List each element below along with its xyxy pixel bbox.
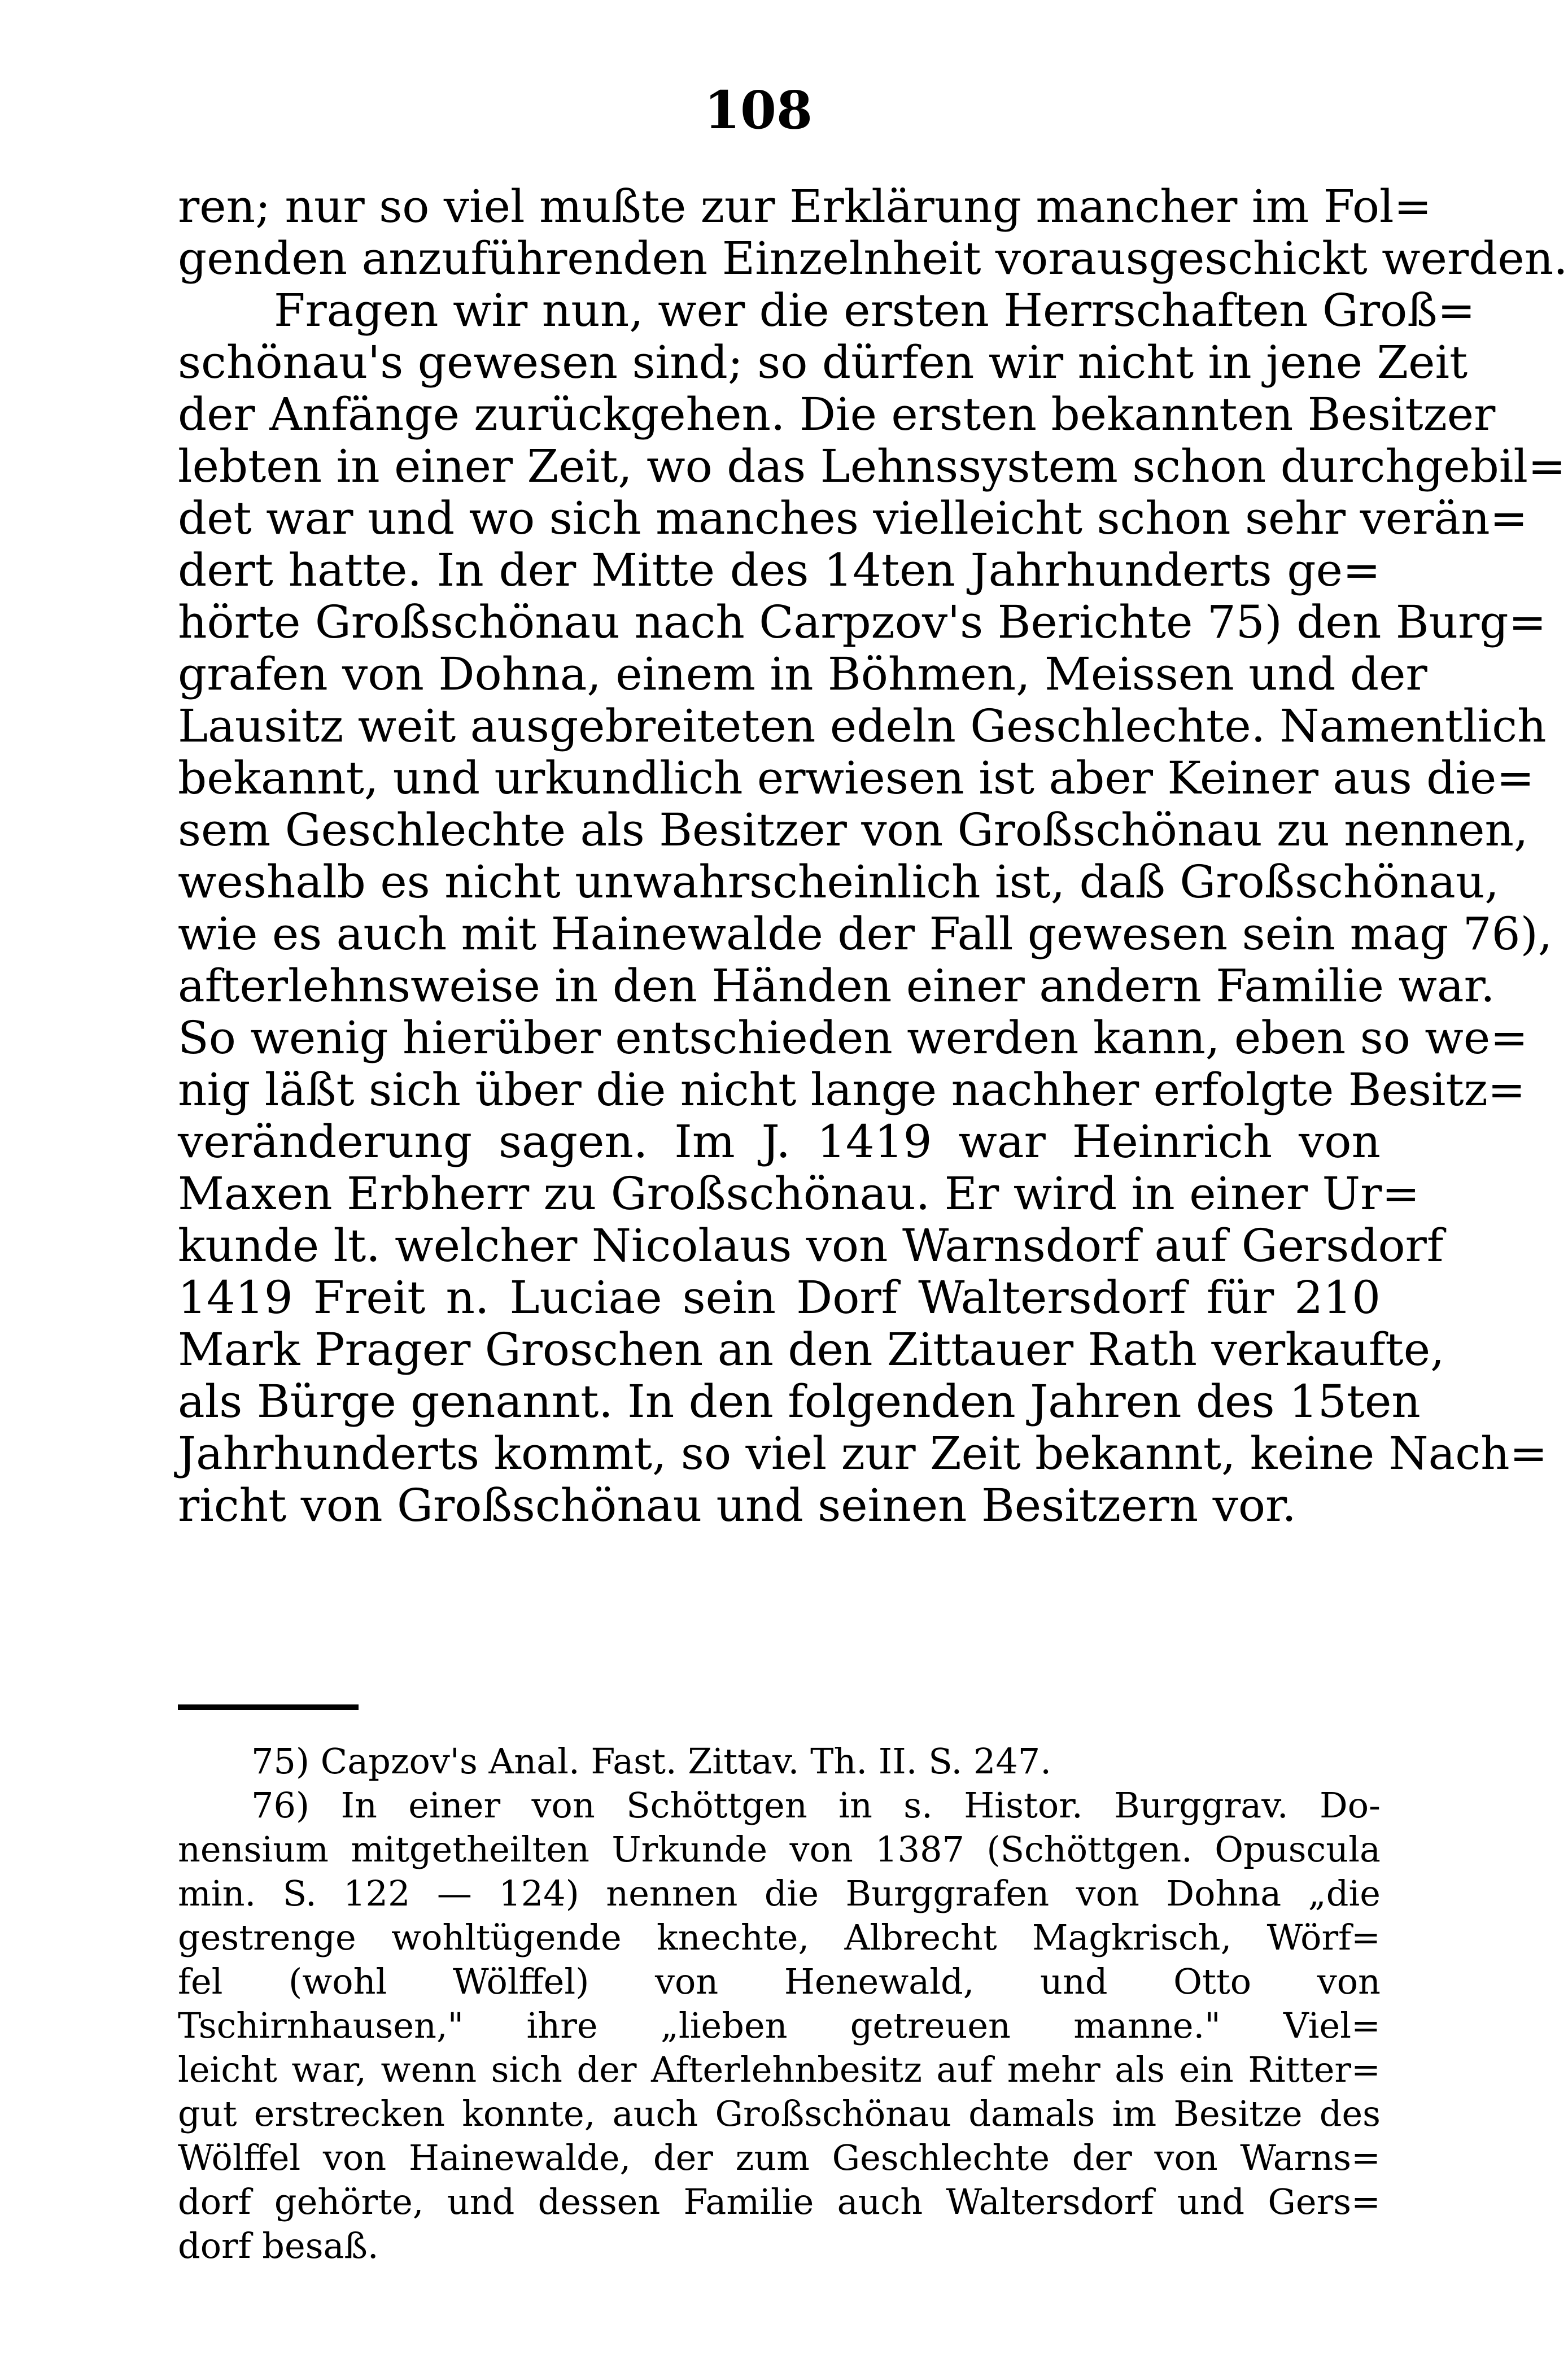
text-line: als Bürge genannt. In den folgenden Jahren des 15ten (178, 1375, 1421, 1428)
text-line: Jahrhunderts kommt, so viel zur Zeit bekannt, keine Nach= (178, 1427, 1548, 1480)
text-line: hörte Großschönau nach Carpzov's Berichte 75) den Burg= (178, 596, 1547, 648)
text-line: So wenig hierüber entschieden werden kann, eben so we= (178, 1011, 1528, 1064)
text-line: sem Geschlechte als Besitzer von Großschönau zu nennen, (178, 804, 1528, 856)
text-line: genden anzuführenden Einzelnheit vorausgeschickt werden. (178, 232, 1568, 285)
footnotes (178, 1739, 1381, 2268)
text-line: wie es auch mit Hainewalde der Fall gewesen sein mag 76), (178, 908, 1553, 960)
body-text (178, 180, 1568, 1532)
footnote-line: dorf besaß. (178, 2225, 379, 2266)
footnote-line: gestrenge wohltügende knechte, Albrecht Magkrisch, Wörf= (178, 1917, 1381, 1958)
footnote-line: 76) In einer von Schöttgen in s. Histor. Burggrav. Do- (251, 1785, 1381, 1826)
text-line: grafen von Dohna, einem in Böhmen, Meissen und der (178, 648, 1427, 700)
footnote-line: Wölffel von Hainewalde, der zum Geschlechte der von Warns= (178, 2137, 1381, 2178)
text-line: Lausitz weit ausgebreiteten edeln Geschlechte. Namentlich (178, 700, 1547, 752)
footnote-line: nensium mitgetheilten Urkunde von 1387 (Schöttgen. Opuscula (178, 1829, 1381, 1870)
footnote-line: Tschirnhausen," ihre „lieben getreuen manne." Viel= (178, 2005, 1381, 2046)
text-line: schönau's gewesen sind; so dürfen wir nicht in jene Zeit (178, 336, 1468, 389)
text-line: der Anfänge zurückgehen. Die ersten bekannten Besitzer (178, 388, 1496, 441)
text-line: nig läßt sich über die nicht lange nachher erfolgte Besitz= (178, 1063, 1526, 1116)
text-line: Maxen Erbherr zu Großschönau. Er wird in einer Ur= (178, 1167, 1420, 1220)
footnote-line: gut erstrecken konnte, auch Großschönau damals im Besitze des (178, 2093, 1381, 2134)
text-line: det war und wo sich manches vielleicht schon sehr verän= (178, 492, 1528, 544)
footnote-divider (178, 1704, 359, 1710)
text-line: dert hatte. In der Mitte des 14ten Jahrhunderts ge= (178, 544, 1381, 596)
footnote-line: leicht war, wenn sich der Afterlehnbesitz auf mehr als ein Ritter= (178, 2049, 1381, 2090)
page-number: 108 (704, 80, 813, 141)
footnote-line: fel (wohl Wölffel) von Henewald, und Otto von (178, 1961, 1381, 2002)
text-line: bekannt, und urkundlich erwiesen ist aber Keiner aus die= (178, 752, 1535, 804)
text-line: veränderung sagen. Im J. 1419 war Heinrich von (178, 1115, 1381, 1168)
footnote-line: 75) Capzov's Anal. Fast. Zittav. Th. II. S. 247. (251, 1741, 1051, 1782)
text-line: ren; nur so viel mußte zur Erklärung mancher im Fol= (178, 180, 1432, 233)
text-line: richt von Großschönau und seinen Besitzern vor. (178, 1479, 1296, 1532)
text-line: Mark Prager Groschen an den Zittauer Rath verkaufte, (178, 1323, 1445, 1376)
text-line: lebten in einer Zeit, wo das Lehnssystem schon durchgebil= (178, 440, 1566, 492)
text-line: afterlehnsweise in den Händen einer andern Familie war. (178, 960, 1495, 1012)
footnote-line: min. S. 122 — 124) nennen die Burggrafen von Dohna „die (178, 1873, 1381, 1914)
text-line: Fragen wir nun, wer die ersten Herrschaften Groß= (274, 284, 1475, 337)
text-line: weshalb es nicht unwahrscheinlich ist, daß Großschönau, (178, 856, 1499, 908)
text-line: 1419 Freit n. Luciae sein Dorf Waltersdorf für 210 (178, 1271, 1381, 1324)
footnote-line: dorf gehörte, und dessen Familie auch Waltersdorf und Gers= (178, 2181, 1381, 2222)
text-line: kunde lt. welcher Nicolaus von Warnsdorf auf Gersdorf (178, 1219, 1444, 1272)
